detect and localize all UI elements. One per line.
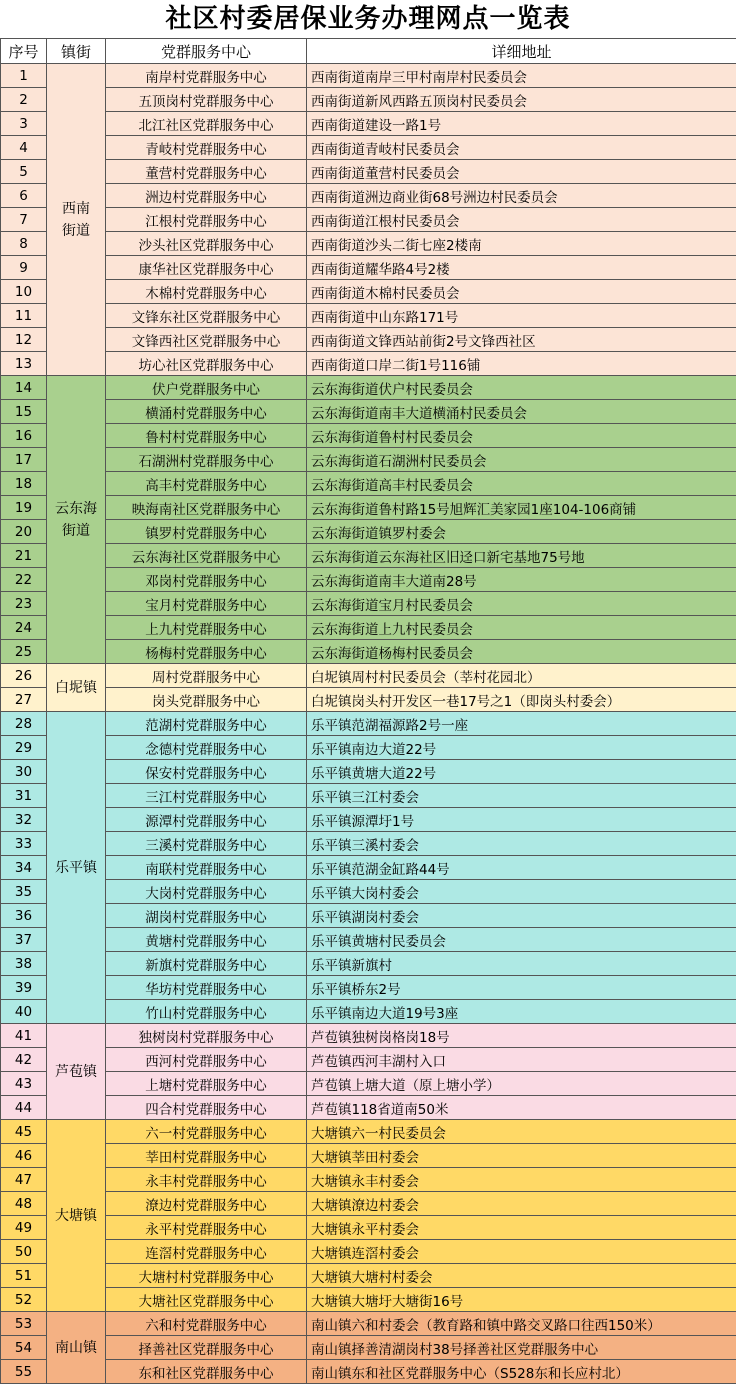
address-cell: 乐平镇南边大道19号3座 — [307, 1000, 736, 1024]
row-index: 39 — [1, 976, 47, 1000]
address-cell: 西南街道洲边商业街68号洲边村民委员会 — [307, 184, 736, 208]
table-row — [1, 256, 736, 280]
address-cell: 乐平镇黄塘大道22号 — [307, 760, 736, 784]
row-index: 15 — [1, 400, 47, 424]
service-center-name: 木棉村党群服务中心 — [106, 280, 307, 304]
address-cell: 云东海街道鲁村村民委员会 — [307, 424, 736, 448]
table-row — [1, 328, 736, 352]
row-index: 37 — [1, 928, 47, 952]
row-index: 52 — [1, 1288, 47, 1312]
service-center-name: 四合村党群服务中心 — [106, 1096, 307, 1120]
service-center-name: 青岐村党群服务中心 — [106, 136, 307, 160]
address-cell: 乐平镇三江村委会 — [307, 784, 736, 808]
service-center-name: 三溪村党群服务中心 — [106, 832, 307, 856]
address-cell: 芦苞镇118省道南50米 — [307, 1096, 736, 1120]
address-cell: 西南街道南岸三甲村南岸村民委员会 — [307, 64, 736, 88]
address-cell: 南山镇择善清湖岗村38号择善社区党群服务中心 — [307, 1336, 736, 1360]
row-index: 23 — [1, 592, 47, 616]
row-index: 35 — [1, 880, 47, 904]
table-row — [1, 1336, 736, 1360]
row-index: 5 — [1, 160, 47, 184]
address-cell: 乐平镇源潭圩1号 — [307, 808, 736, 832]
town-cell: 南山镇 — [47, 1312, 106, 1384]
row-index: 22 — [1, 568, 47, 592]
table-row — [1, 784, 736, 808]
row-index: 21 — [1, 544, 47, 568]
table-row — [1, 880, 736, 904]
service-center-name: 北江社区党群服务中心 — [106, 112, 307, 136]
service-center-name: 连滘村党群服务中心 — [106, 1240, 307, 1264]
table-row — [1, 1120, 736, 1144]
header-service-center: 党群服务中心 — [106, 39, 307, 64]
row-index: 11 — [1, 304, 47, 328]
service-center-name: 潦边村党群服务中心 — [106, 1192, 307, 1216]
table-row — [1, 904, 736, 928]
table-row — [1, 856, 736, 880]
table-row — [1, 1216, 736, 1240]
address-cell: 西南街道建设一路1号 — [307, 112, 736, 136]
table-row — [1, 112, 736, 136]
address-cell: 大塘镇六一村民委员会 — [307, 1120, 736, 1144]
table-row — [1, 520, 736, 544]
table-row — [1, 1360, 736, 1384]
address-cell: 西南街道中山东路171号 — [307, 304, 736, 328]
address-cell: 乐平镇三溪村委会 — [307, 832, 736, 856]
row-index: 33 — [1, 832, 47, 856]
row-index: 24 — [1, 616, 47, 640]
service-center-name: 石湖洲村党群服务中心 — [106, 448, 307, 472]
table-row — [1, 1312, 736, 1336]
service-center-name: 念德村党群服务中心 — [106, 736, 307, 760]
row-index: 53 — [1, 1312, 47, 1336]
table-row — [1, 736, 736, 760]
address-cell: 白坭镇岗头村开发区一巷17号之1（即岗头村委会） — [307, 688, 736, 712]
row-index: 29 — [1, 736, 47, 760]
service-center-name: 大塘社区党群服务中心 — [106, 1288, 307, 1312]
service-center-name: 沙头社区党群服务中心 — [106, 232, 307, 256]
row-index: 3 — [1, 112, 47, 136]
address-cell: 白坭镇周村村民委员会（莘村花园北） — [307, 664, 736, 688]
service-center-name: 坊心社区党群服务中心 — [106, 352, 307, 376]
row-index: 13 — [1, 352, 47, 376]
row-index: 32 — [1, 808, 47, 832]
service-center-name: 周村党群服务中心 — [106, 664, 307, 688]
address-cell: 西南街道董营村民委员会 — [307, 160, 736, 184]
service-center-name: 鲁村村党群服务中心 — [106, 424, 307, 448]
service-center-name: 上塘村党群服务中心 — [106, 1072, 307, 1096]
row-index: 50 — [1, 1240, 47, 1264]
row-index: 2 — [1, 88, 47, 112]
address-cell: 乐平镇范湖福源路2号一座 — [307, 712, 736, 736]
table-row — [1, 1168, 736, 1192]
table-row — [1, 1024, 736, 1048]
address-cell: 乐平镇南边大道22号 — [307, 736, 736, 760]
table-row — [1, 1000, 736, 1024]
table-row — [1, 472, 736, 496]
address-cell: 西南街道耀华路4号2楼 — [307, 256, 736, 280]
row-index: 36 — [1, 904, 47, 928]
row-index: 10 — [1, 280, 47, 304]
service-center-name: 大塘村村党群服务中心 — [106, 1264, 307, 1288]
row-index: 18 — [1, 472, 47, 496]
row-index: 19 — [1, 496, 47, 520]
table-row — [1, 64, 736, 88]
row-index: 38 — [1, 952, 47, 976]
address-cell: 云东海街道伏户村民委员会 — [307, 376, 736, 400]
service-center-name: 映海南社区党群服务中心 — [106, 496, 307, 520]
service-center-name: 六和村党群服务中心 — [106, 1312, 307, 1336]
table-row — [1, 1240, 736, 1264]
address-cell: 乐平镇湖岗村委会 — [307, 904, 736, 928]
service-center-name: 文锋东社区党群服务中心 — [106, 304, 307, 328]
table-row — [1, 160, 736, 184]
service-center-name: 镇罗村党群服务中心 — [106, 520, 307, 544]
row-index: 31 — [1, 784, 47, 808]
table-row — [1, 232, 736, 256]
service-center-name: 南联村党群服务中心 — [106, 856, 307, 880]
row-index: 46 — [1, 1144, 47, 1168]
service-center-name: 湖岗村党群服务中心 — [106, 904, 307, 928]
service-center-name: 新旗村党群服务中心 — [106, 952, 307, 976]
address-cell: 西南街道口岸二街1号116铺 — [307, 352, 736, 376]
address-cell: 云东海街道石湖洲村民委员会 — [307, 448, 736, 472]
service-center-name: 杨梅村党群服务中心 — [106, 640, 307, 664]
header-address: 详细地址 — [307, 39, 736, 64]
service-center-name: 上九村党群服务中心 — [106, 616, 307, 640]
service-center-name: 高丰村党群服务中心 — [106, 472, 307, 496]
service-center-name: 康华社区党群服务中心 — [106, 256, 307, 280]
address-cell: 大塘镇连滘村委会 — [307, 1240, 736, 1264]
table-row — [1, 352, 736, 376]
row-index: 54 — [1, 1336, 47, 1360]
address-cell: 乐平镇桥东2号 — [307, 976, 736, 1000]
table-row — [1, 640, 736, 664]
service-center-name: 竹山村党群服务中心 — [106, 1000, 307, 1024]
address-cell: 云东海街道杨梅村民委员会 — [307, 640, 736, 664]
table-row — [1, 1288, 736, 1312]
row-index: 47 — [1, 1168, 47, 1192]
address-cell: 乐平镇新旗村 — [307, 952, 736, 976]
service-center-name: 南岸村党群服务中心 — [106, 64, 307, 88]
header-index: 序号 — [1, 39, 47, 64]
table-row — [1, 400, 736, 424]
table-row — [1, 1144, 736, 1168]
table-row — [1, 424, 736, 448]
table-row — [1, 568, 736, 592]
table-row — [1, 808, 736, 832]
row-index: 51 — [1, 1264, 47, 1288]
table-row — [1, 544, 736, 568]
table-row — [1, 448, 736, 472]
table-row — [1, 832, 736, 856]
town-cell: 乐平镇 — [47, 712, 106, 1024]
service-center-name: 择善社区党群服务中心 — [106, 1336, 307, 1360]
town-cell: 大塘镇 — [47, 1120, 106, 1312]
table-row — [1, 208, 736, 232]
address-cell: 芦苞镇西河丰湖村入口 — [307, 1048, 736, 1072]
service-center-name: 云东海社区党群服务中心 — [106, 544, 307, 568]
row-index: 43 — [1, 1072, 47, 1096]
row-index: 42 — [1, 1048, 47, 1072]
service-center-name: 莘田村党群服务中心 — [106, 1144, 307, 1168]
table-row — [1, 496, 736, 520]
table-row — [1, 1264, 736, 1288]
service-center-name: 岗头党群服务中心 — [106, 688, 307, 712]
service-center-name: 邓岗村党群服务中心 — [106, 568, 307, 592]
service-center-name: 文锋西社区党群服务中心 — [106, 328, 307, 352]
address-cell: 西南街道沙头二街七座2楼南 — [307, 232, 736, 256]
table-row — [1, 1072, 736, 1096]
address-cell: 乐平镇范湖金缸路44号 — [307, 856, 736, 880]
row-index: 55 — [1, 1360, 47, 1384]
service-center-name: 东和社区党群服务中心 — [106, 1360, 307, 1384]
town-cell: 芦苞镇 — [47, 1024, 106, 1120]
table-row — [1, 1192, 736, 1216]
address-cell: 云东海街道上九村民委员会 — [307, 616, 736, 640]
row-index: 48 — [1, 1192, 47, 1216]
table-row — [1, 280, 736, 304]
table-row — [1, 1096, 736, 1120]
service-center-name: 五顶岗村党群服务中心 — [106, 88, 307, 112]
table-row — [1, 592, 736, 616]
service-center-name: 范湖村党群服务中心 — [106, 712, 307, 736]
service-center-name: 董营村党群服务中心 — [106, 160, 307, 184]
row-index: 4 — [1, 136, 47, 160]
address-cell: 大塘镇潦边村委会 — [307, 1192, 736, 1216]
address-cell: 芦苞镇独树岗格岗18号 — [307, 1024, 736, 1048]
row-index: 12 — [1, 328, 47, 352]
service-center-name: 大岗村党群服务中心 — [106, 880, 307, 904]
row-index: 1 — [1, 64, 47, 88]
address-cell: 云东海街道云东海社区旧迳口新宅基地75号地 — [307, 544, 736, 568]
address-cell: 南山镇六和村委会（教育路和镇中路交叉路口往西150米） — [307, 1312, 736, 1336]
table-row — [1, 952, 736, 976]
service-center-name: 横涌村党群服务中心 — [106, 400, 307, 424]
table-row — [1, 688, 736, 712]
table-row — [1, 184, 736, 208]
address-cell: 乐平镇黄塘村民委员会 — [307, 928, 736, 952]
address-cell: 南山镇东和社区党群服务中心（S528东和长应村北） — [307, 1360, 736, 1384]
row-index: 17 — [1, 448, 47, 472]
address-cell: 西南街道新风西路五顶岗村民委员会 — [307, 88, 736, 112]
service-center-name: 六一村党群服务中心 — [106, 1120, 307, 1144]
service-center-name: 独树岗村党群服务中心 — [106, 1024, 307, 1048]
table-row — [1, 1048, 736, 1072]
address-cell: 云东海街道南丰大道南28号 — [307, 568, 736, 592]
service-center-name: 伏户党群服务中心 — [106, 376, 307, 400]
address-cell: 大塘镇永平村委会 — [307, 1216, 736, 1240]
row-index: 28 — [1, 712, 47, 736]
table-row — [1, 136, 736, 160]
address-cell: 乐平镇大岗村委会 — [307, 880, 736, 904]
row-index: 45 — [1, 1120, 47, 1144]
table-row — [1, 760, 736, 784]
table-row — [1, 976, 736, 1000]
address-cell: 云东海街道宝月村民委员会 — [307, 592, 736, 616]
row-index: 9 — [1, 256, 47, 280]
table-row — [1, 616, 736, 640]
table-row — [1, 376, 736, 400]
service-center-name: 黄塘村党群服务中心 — [106, 928, 307, 952]
header-town: 镇街 — [47, 39, 106, 64]
address-cell: 大塘镇莘田村委会 — [307, 1144, 736, 1168]
row-index: 14 — [1, 376, 47, 400]
address-cell: 西南街道木棉村民委员会 — [307, 280, 736, 304]
row-index: 16 — [1, 424, 47, 448]
address-cell: 大塘镇大塘圩大塘街16号 — [307, 1288, 736, 1312]
table-header-row — [1, 39, 736, 64]
address-cell: 云东海街道南丰大道横涌村民委员会 — [307, 400, 736, 424]
row-index: 30 — [1, 760, 47, 784]
address-cell: 大塘镇大塘村村委会 — [307, 1264, 736, 1288]
page-title: 社区村委居保业务办理网点一览表 — [0, 0, 736, 38]
table-body — [1, 64, 736, 1384]
address-cell: 大塘镇永丰村委会 — [307, 1168, 736, 1192]
service-center-name: 永平村党群服务中心 — [106, 1216, 307, 1240]
town-cell: 云东海 街道 — [47, 376, 106, 664]
service-point-table — [0, 38, 736, 1384]
service-center-name: 洲边村党群服务中心 — [106, 184, 307, 208]
row-index: 8 — [1, 232, 47, 256]
table-row — [1, 88, 736, 112]
table-row — [1, 304, 736, 328]
address-cell: 西南街道青岐村民委员会 — [307, 136, 736, 160]
row-index: 7 — [1, 208, 47, 232]
row-index: 27 — [1, 688, 47, 712]
town-cell: 白坭镇 — [47, 664, 106, 712]
service-center-name: 江根村党群服务中心 — [106, 208, 307, 232]
address-cell: 芦苞镇上塘大道（原上塘小学） — [307, 1072, 736, 1096]
service-center-name: 西河村党群服务中心 — [106, 1048, 307, 1072]
table-row — [1, 928, 736, 952]
address-cell: 云东海街道高丰村民委员会 — [307, 472, 736, 496]
service-center-name: 源潭村党群服务中心 — [106, 808, 307, 832]
address-cell: 西南街道文锋西站前街2号文锋西社区 — [307, 328, 736, 352]
row-index: 34 — [1, 856, 47, 880]
service-center-name: 永丰村党群服务中心 — [106, 1168, 307, 1192]
town-cell: 西南 街道 — [47, 64, 106, 376]
service-center-name: 三江村党群服务中心 — [106, 784, 307, 808]
table-row — [1, 664, 736, 688]
row-index: 6 — [1, 184, 47, 208]
row-index: 20 — [1, 520, 47, 544]
address-cell: 西南街道江根村民委员会 — [307, 208, 736, 232]
row-index: 26 — [1, 664, 47, 688]
service-center-name: 保安村党群服务中心 — [106, 760, 307, 784]
row-index: 40 — [1, 1000, 47, 1024]
address-cell: 云东海街道镇罗村委会 — [307, 520, 736, 544]
service-center-name: 宝月村党群服务中心 — [106, 592, 307, 616]
row-index: 25 — [1, 640, 47, 664]
row-index: 44 — [1, 1096, 47, 1120]
address-cell: 云东海街道鲁村路15号旭辉汇美家园1座104-106商铺 — [307, 496, 736, 520]
row-index: 41 — [1, 1024, 47, 1048]
row-index: 49 — [1, 1216, 47, 1240]
table-row — [1, 712, 736, 736]
service-center-name: 华坊村党群服务中心 — [106, 976, 307, 1000]
